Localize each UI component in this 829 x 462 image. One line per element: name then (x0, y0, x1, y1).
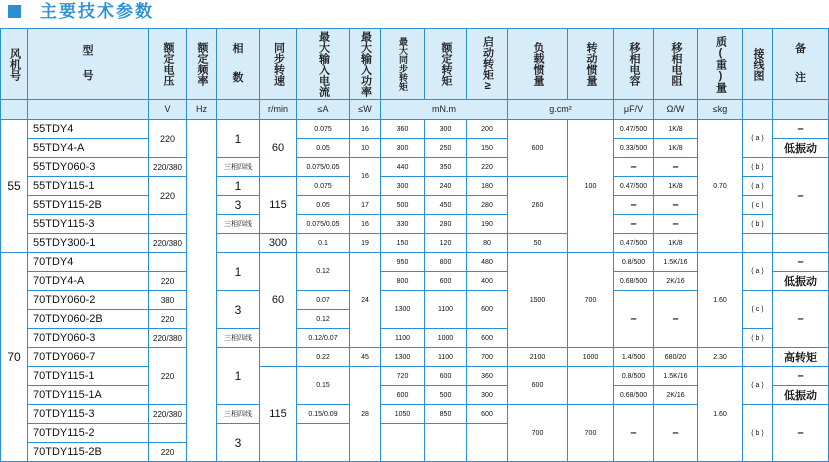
wiring-cell: ( b ) (743, 158, 773, 177)
start-torque-cell: 200 (467, 120, 508, 139)
resistor-cell: 2K/16 (654, 386, 698, 405)
voltage-cell: 220 (149, 348, 187, 405)
resistor-cell: 1K/8 (654, 120, 698, 139)
voltage-cell: 220 (149, 443, 187, 462)
wiring-cell: ( a ) (743, 120, 773, 158)
phase-cell: 1 (217, 253, 260, 291)
max-torque-cell: 1100 (381, 329, 425, 348)
unit-frequency: Hz (187, 100, 217, 120)
header-rated-torque: 额定转矩 (425, 29, 467, 100)
current-cell: 0.05 (297, 196, 350, 215)
note-cell: – (773, 405, 829, 462)
load-inertia-cell: 2100 (508, 348, 568, 367)
current-cell: 0.05 (297, 139, 350, 158)
capacitor-cell: 0.47/500 (614, 177, 654, 196)
model-cell: 55TDY115-1 (28, 177, 149, 196)
max-torque-cell: 800 (381, 272, 425, 291)
start-torque-cell: 220 (467, 158, 508, 177)
rated-torque-cell: 350 (425, 158, 467, 177)
capacitor-cell: 0.47/500 (614, 234, 654, 253)
phase-cell: 三相四线 (217, 405, 260, 424)
unit-note (773, 100, 829, 120)
header-mass: 质(重)量 (698, 29, 743, 100)
rotor-inertia-cell: 700 (568, 405, 614, 462)
load-inertia-cell: 700 (508, 405, 568, 462)
start-torque-cell: 600 (467, 291, 508, 329)
max-torque-cell: 600 (381, 386, 425, 405)
header-note: 备 注 (773, 29, 829, 100)
unit-wiring (743, 100, 773, 120)
header-rotor-inertia: 转动惯量 (568, 29, 614, 100)
unit-model (28, 100, 149, 120)
rated-torque-cell: 1100 (425, 291, 467, 329)
wiring-cell: ( c ) (743, 291, 773, 329)
current-cell: 0.22 (297, 348, 350, 367)
start-torque-cell: 80 (467, 234, 508, 253)
model-cell: 70TDY115-1 (28, 367, 149, 386)
rated-torque-cell: 300 (425, 120, 467, 139)
rated-torque-cell: 600 (425, 272, 467, 291)
current-cell: 0.075/0.05 (297, 158, 350, 177)
note-cell: – (773, 158, 829, 234)
max-torque-cell: 1050 (381, 405, 425, 424)
rated-torque-cell (425, 424, 467, 462)
note-cell: – (773, 291, 829, 348)
start-torque-cell: 300 (467, 386, 508, 405)
model-cell: 70TDY115-2 (28, 424, 149, 443)
max-torque-cell: 330 (381, 215, 425, 234)
model-cell: 55TDY115-3 (28, 215, 149, 234)
header-max-sync-torque: 最大同步转矩 (381, 29, 425, 100)
capacitor-cell: 0.47/500 (614, 120, 654, 139)
phase-cell (217, 234, 260, 253)
start-torque-cell: 600 (467, 329, 508, 348)
capacitor-cell: 0.8/500 (614, 367, 654, 386)
model-cell: 70TDY115-2B (28, 443, 149, 462)
capacitor-cell: – (614, 215, 654, 234)
power-cell: 16 (350, 158, 381, 196)
note-cell: – (773, 367, 829, 386)
rated-torque-cell: 850 (425, 405, 467, 424)
resistor-cell: – (654, 291, 698, 348)
header-start-torque: 启动转矩≥ (467, 29, 508, 100)
max-torque-cell: 150 (381, 234, 425, 253)
wiring-cell: ( b ) (743, 215, 773, 234)
load-inertia-cell: 600 (508, 367, 568, 405)
current-cell: 0.12 (297, 253, 350, 291)
rotor-inertia-cell: 100 (568, 120, 614, 253)
phase-cell: 三相四线 (217, 215, 260, 234)
wiring-cell: ( b ) (743, 329, 773, 348)
current-cell: 0.12 (297, 310, 350, 329)
rated-torque-cell: 250 (425, 139, 467, 158)
rated-torque-cell: 800 (425, 253, 467, 272)
rated-torque-cell: 280 (425, 215, 467, 234)
power-cell: 10 (350, 139, 381, 158)
current-cell: 0.12/0.07 (297, 329, 350, 348)
header-frame: 风机号 (1, 29, 28, 100)
start-torque-cell: 190 (467, 215, 508, 234)
note-cell: 低振动 (773, 386, 829, 405)
unit-frame (1, 100, 28, 120)
phase-cell: 1 (217, 120, 260, 158)
max-torque-cell (381, 424, 425, 462)
wiring-cell (743, 348, 773, 367)
sync-cell: 60 (260, 120, 297, 177)
model-cell: 55TDY300-1 (28, 234, 149, 253)
current-cell (297, 424, 350, 462)
current-cell: 0.07 (297, 291, 350, 310)
voltage-cell: 380 (149, 291, 187, 310)
unit-sync: r/min (260, 100, 297, 120)
model-cell: 70TDY060-3 (28, 329, 149, 348)
resistor-cell: 680/20 (654, 348, 698, 367)
start-torque-cell: 400 (467, 272, 508, 291)
max-torque-cell: 360 (381, 120, 425, 139)
resistor-cell: – (654, 196, 698, 215)
unit-voltage: V (149, 100, 187, 120)
section-header (0, 0, 788, 28)
resistor-cell: 1K/8 (654, 177, 698, 196)
power-cell: 45 (350, 348, 381, 367)
max-torque-cell: 500 (381, 196, 425, 215)
max-torque-cell: 1300 (381, 348, 425, 367)
load-inertia-cell: 600 (508, 120, 568, 177)
unit-current: ≤A (297, 100, 350, 120)
header-capacitor: 移相电容 (614, 29, 654, 100)
phase-cell: 三相四线 (217, 329, 260, 348)
start-torque-cell: 480 (467, 253, 508, 272)
load-inertia-cell: 260 (508, 177, 568, 234)
unit-torque: mN.m (381, 100, 508, 120)
model-cell: 55TDY115-2B (28, 196, 149, 215)
start-torque-cell: 360 (467, 367, 508, 386)
table-row (1, 253, 829, 272)
unit-capacitor: μF/V (614, 100, 654, 120)
header-model: 型 号 (28, 29, 149, 100)
sync-cell: 60 (260, 253, 297, 348)
model-cell: 70TDY4 (28, 253, 149, 272)
header-max-current: 最大输入电流 (297, 29, 350, 100)
capacitor-cell: 0.33/500 (614, 139, 654, 158)
power-cell: 16 (350, 120, 381, 139)
header-max-power: 最大输入功率 (350, 29, 381, 100)
power-cell: 16 (350, 215, 381, 234)
rated-torque-cell: 450 (425, 196, 467, 215)
wiring-cell: ( b ) (743, 405, 773, 462)
header-wiring: 接线图 (743, 29, 773, 100)
model-cell: 55TDY060-3 (28, 158, 149, 177)
model-cell: 70TDY060-2 (28, 291, 149, 310)
voltage-cell: 220 (149, 310, 187, 329)
phase-cell: 三相四线 (217, 158, 260, 177)
resistor-cell: 1.5K/16 (654, 367, 698, 386)
table-row (1, 120, 829, 139)
unit-power: ≤W (350, 100, 381, 120)
wiring-cell: ( a ) (743, 177, 773, 196)
rotor-inertia-cell (568, 367, 614, 405)
resistor-cell: – (654, 405, 698, 462)
max-torque-cell: 300 (381, 139, 425, 158)
header-load-inertia: 负载惯量 (508, 29, 568, 100)
voltage-cell (149, 424, 187, 443)
unit-phase (217, 100, 260, 120)
load-inertia-cell: 1500 (508, 253, 568, 348)
max-torque-cell: 440 (381, 158, 425, 177)
power-cell: 28 (350, 367, 381, 462)
resistor-cell: 1K/8 (654, 234, 698, 253)
current-cell: 0.15 (297, 367, 350, 405)
current-cell: 0.075 (297, 120, 350, 139)
note-cell: 低振动 (773, 272, 829, 291)
rated-torque-cell: 1000 (425, 329, 467, 348)
unit-inertia: g.cm² (508, 100, 614, 120)
mass-cell: 0.70 (698, 120, 743, 253)
table-row (1, 367, 829, 386)
start-torque-cell: 280 (467, 196, 508, 215)
phase-cell: 3 (217, 291, 260, 329)
start-torque-cell (467, 424, 508, 462)
sync-cell: 115 (260, 177, 297, 234)
max-torque-cell: 1300 (381, 291, 425, 329)
max-torque-cell: 720 (381, 367, 425, 386)
start-torque-cell: 180 (467, 177, 508, 196)
mass-cell: 1.60 (698, 253, 743, 348)
frequency-cell (187, 120, 217, 462)
rotor-inertia-cell: 700 (568, 253, 614, 348)
voltage-cell: 220/380 (149, 405, 187, 424)
power-cell: 24 (350, 253, 381, 348)
resistor-cell: – (654, 215, 698, 234)
table-row (1, 348, 829, 367)
start-torque-cell: 150 (467, 139, 508, 158)
model-cell: 70TDY4-A (28, 272, 149, 291)
power-cell: 17 (350, 196, 381, 215)
phase-cell: 3 (217, 196, 260, 215)
wiring-cell: ( a ) (743, 253, 773, 291)
header-voltage: 额定电压 (149, 29, 187, 100)
capacitor-cell: – (614, 291, 654, 348)
note-cell (773, 234, 829, 253)
rated-torque-cell: 1100 (425, 348, 467, 367)
capacitor-cell: 0.68/500 (614, 386, 654, 405)
rated-torque-cell: 120 (425, 234, 467, 253)
section-square-icon (8, 5, 21, 18)
phase-cell: 1 (217, 177, 260, 196)
mass-cell: 1.60 (698, 367, 743, 462)
capacitor-cell: – (614, 196, 654, 215)
voltage-cell: 220 (149, 272, 187, 291)
resistor-cell: 1K/8 (654, 139, 698, 158)
model-cell: 55TDY4 (28, 120, 149, 139)
rated-torque-cell: 500 (425, 386, 467, 405)
unit-resistor: Ω/W (654, 100, 698, 120)
resistor-cell: 1.5K/16 (654, 253, 698, 272)
note-cell: – (773, 253, 829, 272)
rotor-inertia-cell: 1000 (568, 348, 614, 367)
model-cell: 70TDY060-2B (28, 310, 149, 329)
voltage-cell: 220/380 (149, 234, 187, 253)
current-cell: 0.075 (297, 177, 350, 196)
voltage-cell (149, 253, 187, 272)
sync-cell: 300 (260, 234, 297, 253)
wiring-cell: ( c ) (743, 196, 773, 215)
capacitor-cell: 1.4/500 (614, 348, 654, 367)
voltage-cell: 220 (149, 120, 187, 158)
model-cell: 70TDY115-1A (28, 386, 149, 405)
phase-cell: 1 (217, 348, 260, 405)
unit-mass: ≤kg (698, 100, 743, 120)
frame-cell-70: 70 (1, 253, 28, 462)
note-cell: 低振动 (773, 139, 829, 158)
capacitor-cell: – (614, 405, 654, 462)
frame-cell-55: 55 (1, 120, 28, 253)
model-cell: 70TDY060-7 (28, 348, 149, 367)
current-cell: 0.075/0.05 (297, 215, 350, 234)
phase-cell: 3 (217, 424, 260, 462)
header-frequency: 额定频率 (187, 29, 217, 100)
spec-table (0, 28, 829, 462)
sync-cell: 115 (260, 367, 297, 462)
header-sync-speed: 同步转速 (260, 29, 297, 100)
wiring-cell (743, 234, 773, 253)
voltage-cell: 220 (149, 177, 187, 215)
wiring-cell: ( a ) (743, 367, 773, 405)
capacitor-cell: 0.68/500 (614, 272, 654, 291)
current-cell: 0.1 (297, 234, 350, 253)
sync-cell (260, 348, 297, 367)
note-cell: – (773, 120, 829, 139)
start-torque-cell: 600 (467, 405, 508, 424)
rated-torque-cell: 240 (425, 177, 467, 196)
voltage-cell (149, 215, 187, 234)
max-torque-cell: 300 (381, 177, 425, 196)
rated-torque-cell: 600 (425, 367, 467, 386)
voltage-cell: 220/380 (149, 158, 187, 177)
header-phase: 相 数 (217, 29, 260, 100)
section-title: 主要技术参数 (40, 2, 154, 22)
resistor-cell: 2K/16 (654, 272, 698, 291)
model-cell: 55TDY4-A (28, 139, 149, 158)
capacitor-cell: – (614, 158, 654, 177)
max-torque-cell: 950 (381, 253, 425, 272)
voltage-cell: 220/380 (149, 329, 187, 348)
note-cell: 高转矩 (773, 348, 829, 367)
capacitor-cell: 0.8/500 (614, 253, 654, 272)
power-cell: 19 (350, 234, 381, 253)
resistor-cell: – (654, 158, 698, 177)
load-inertia-cell: 50 (508, 234, 568, 253)
start-torque-cell: 700 (467, 348, 508, 367)
header-resistor: 移相电阻 (654, 29, 698, 100)
model-cell: 70TDY115-3 (28, 405, 149, 424)
current-cell: 0.15/0.09 (297, 405, 350, 424)
mass-cell: 2.30 (698, 348, 743, 367)
